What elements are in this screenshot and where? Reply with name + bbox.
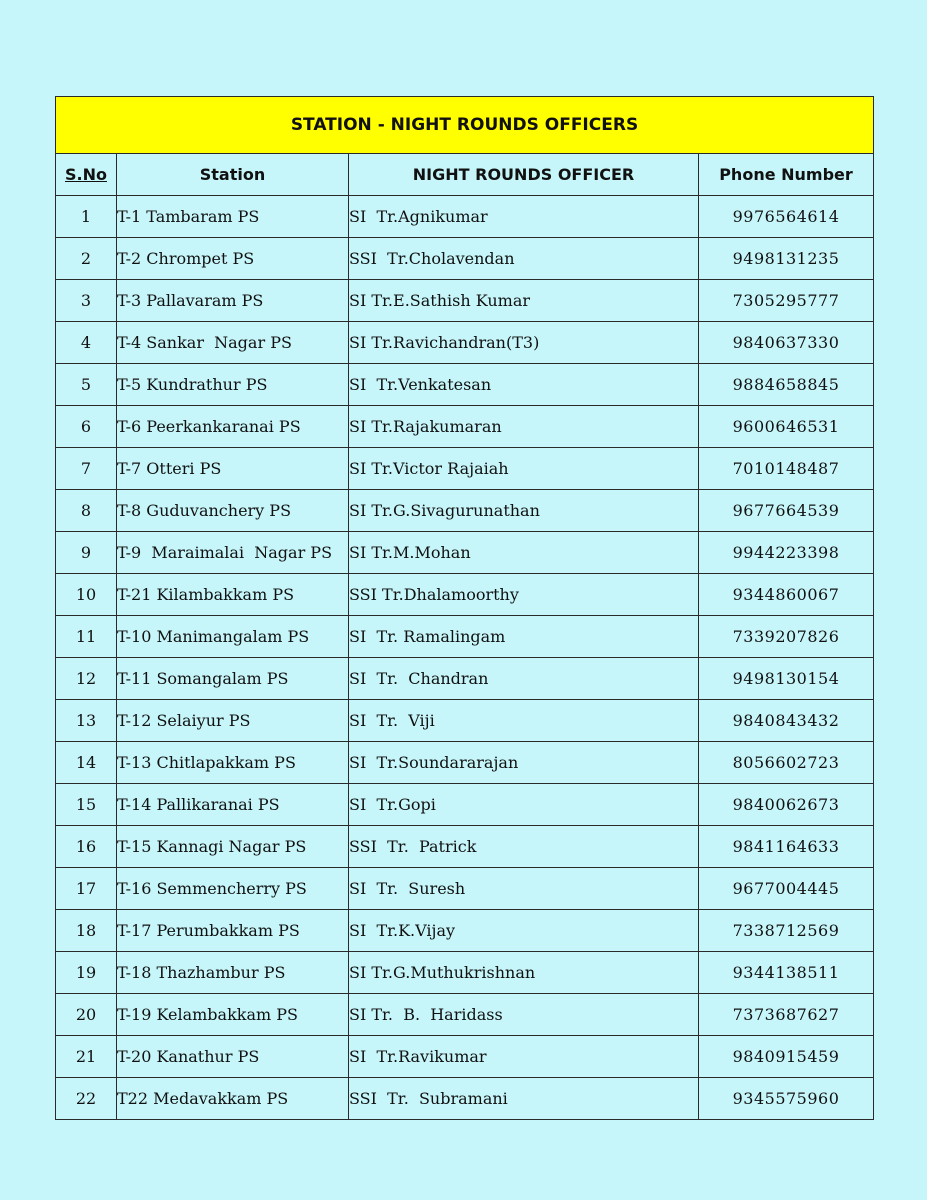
cell-phone: 9944223398 <box>699 532 874 574</box>
cell-station: T-20 Kanathur PS <box>117 1036 349 1078</box>
table-row <box>56 658 874 700</box>
table-row <box>56 952 874 994</box>
cell-phone: 9600646531 <box>699 406 874 448</box>
table-row <box>56 910 874 952</box>
cell-officer: SI Tr.E.Sathish Kumar <box>349 280 699 322</box>
cell-station: T-12 Selaiyur PS <box>117 700 349 742</box>
cell-officer: SI Tr.Agnikumar <box>349 196 699 238</box>
cell-sno: 17 <box>56 868 117 910</box>
cell-station: T-15 Kannagi Nagar PS <box>117 826 349 868</box>
cell-officer: SSI Tr. Subramani <box>349 1078 699 1120</box>
cell-officer: SSI Tr.Dhalamoorthy <box>349 574 699 616</box>
table-row <box>56 280 874 322</box>
cell-phone: 9840915459 <box>699 1036 874 1078</box>
header-row <box>56 154 874 196</box>
header-officer: NIGHT ROUNDS OFFICER <box>349 154 699 196</box>
cell-phone: 9976564614 <box>699 196 874 238</box>
table-row <box>56 700 874 742</box>
cell-officer: SI Tr.Victor Rajaiah <box>349 448 699 490</box>
cell-phone: 9840637330 <box>699 322 874 364</box>
night-rounds-table <box>55 96 874 1120</box>
header-station: Station <box>117 154 349 196</box>
cell-phone: 9344860067 <box>699 574 874 616</box>
table-row <box>56 616 874 658</box>
table-row <box>56 238 874 280</box>
cell-sno: 19 <box>56 952 117 994</box>
cell-station: T-5 Kundrathur PS <box>117 364 349 406</box>
cell-sno: 8 <box>56 490 117 532</box>
cell-sno: 12 <box>56 658 117 700</box>
cell-phone: 7338712569 <box>699 910 874 952</box>
cell-phone: 9498131235 <box>699 238 874 280</box>
cell-sno: 13 <box>56 700 117 742</box>
table-title: STATION - NIGHT ROUNDS OFFICERS <box>56 97 874 154</box>
cell-officer: SI Tr.Gopi <box>349 784 699 826</box>
cell-phone: 9840843432 <box>699 700 874 742</box>
cell-station: T-7 Otteri PS <box>117 448 349 490</box>
table-row <box>56 406 874 448</box>
cell-phone: 8056602723 <box>699 742 874 784</box>
cell-officer: SI Tr.Venkatesan <box>349 364 699 406</box>
cell-phone: 7010148487 <box>699 448 874 490</box>
cell-station: T22 Medavakkam PS <box>117 1078 349 1120</box>
cell-phone: 9884658845 <box>699 364 874 406</box>
cell-officer: SI Tr.Soundararajan <box>349 742 699 784</box>
cell-sno: 22 <box>56 1078 117 1120</box>
cell-station: T-9 Maraimalai Nagar PS <box>117 532 349 574</box>
cell-phone: 9498130154 <box>699 658 874 700</box>
table-body <box>56 196 874 1120</box>
cell-officer: SI Tr. Suresh <box>349 868 699 910</box>
cell-sno: 2 <box>56 238 117 280</box>
cell-phone: 9345575960 <box>699 1078 874 1120</box>
cell-officer: SI Tr. Ramalingam <box>349 616 699 658</box>
cell-officer: SI Tr.K.Vijay <box>349 910 699 952</box>
cell-sno: 6 <box>56 406 117 448</box>
table-row <box>56 868 874 910</box>
table-row <box>56 364 874 406</box>
cell-officer: SI Tr.M.Mohan <box>349 532 699 574</box>
table-row <box>56 196 874 238</box>
header-phone: Phone Number <box>699 154 874 196</box>
cell-phone: 7373687627 <box>699 994 874 1036</box>
cell-sno: 3 <box>56 280 117 322</box>
cell-officer: SI Tr.G.Sivagurunathan <box>349 490 699 532</box>
cell-station: T-1 Tambaram PS <box>117 196 349 238</box>
table-row <box>56 490 874 532</box>
cell-officer: SI Tr.Ravikumar <box>349 1036 699 1078</box>
cell-sno: 11 <box>56 616 117 658</box>
cell-officer: SI Tr.Ravichandran(T3) <box>349 322 699 364</box>
cell-officer: SI Tr.Rajakumaran <box>349 406 699 448</box>
cell-station: T-3 Pallavaram PS <box>117 280 349 322</box>
cell-sno: 18 <box>56 910 117 952</box>
table-row <box>56 742 874 784</box>
cell-phone: 9677664539 <box>699 490 874 532</box>
cell-station: T-11 Somangalam PS <box>117 658 349 700</box>
cell-sno: 5 <box>56 364 117 406</box>
cell-sno: 15 <box>56 784 117 826</box>
cell-officer: SI Tr. Viji <box>349 700 699 742</box>
table-row <box>56 826 874 868</box>
cell-sno: 20 <box>56 994 117 1036</box>
cell-station: T-16 Semmencherry PS <box>117 868 349 910</box>
cell-station: T-13 Chitlapakkam PS <box>117 742 349 784</box>
cell-station: T-19 Kelambakkam PS <box>117 994 349 1036</box>
cell-officer: SSI Tr.Cholavendan <box>349 238 699 280</box>
cell-station: T-18 Thazhambur PS <box>117 952 349 994</box>
cell-phone: 9841164633 <box>699 826 874 868</box>
cell-officer: SI Tr. B. Haridass <box>349 994 699 1036</box>
cell-sno: 9 <box>56 532 117 574</box>
cell-phone: 9677004445 <box>699 868 874 910</box>
table-row <box>56 1036 874 1078</box>
cell-station: T-2 Chrompet PS <box>117 238 349 280</box>
cell-sno: 14 <box>56 742 117 784</box>
cell-station: T-14 Pallikaranai PS <box>117 784 349 826</box>
cell-station: T-6 Peerkankaranai PS <box>117 406 349 448</box>
header-sno: S.No <box>56 154 117 196</box>
table-row <box>56 784 874 826</box>
cell-sno: 21 <box>56 1036 117 1078</box>
cell-officer: SI Tr.G.Muthukrishnan <box>349 952 699 994</box>
cell-station: T-21 Kilambakkam PS <box>117 574 349 616</box>
cell-phone: 7339207826 <box>699 616 874 658</box>
cell-officer: SSI Tr. Patrick <box>349 826 699 868</box>
table-row <box>56 1078 874 1120</box>
table-row <box>56 532 874 574</box>
cell-station: T-17 Perumbakkam PS <box>117 910 349 952</box>
cell-sno: 16 <box>56 826 117 868</box>
cell-sno: 10 <box>56 574 117 616</box>
table-row <box>56 322 874 364</box>
cell-station: T-4 Sankar Nagar PS <box>117 322 349 364</box>
cell-phone: 7305295777 <box>699 280 874 322</box>
cell-sno: 4 <box>56 322 117 364</box>
cell-officer: SI Tr. Chandran <box>349 658 699 700</box>
table-row <box>56 448 874 490</box>
cell-phone: 9840062673 <box>699 784 874 826</box>
cell-phone: 9344138511 <box>699 952 874 994</box>
cell-sno: 7 <box>56 448 117 490</box>
table-row <box>56 994 874 1036</box>
cell-station: T-10 Manimangalam PS <box>117 616 349 658</box>
table-row <box>56 574 874 616</box>
cell-station: T-8 Guduvanchery PS <box>117 490 349 532</box>
cell-sno: 1 <box>56 196 117 238</box>
